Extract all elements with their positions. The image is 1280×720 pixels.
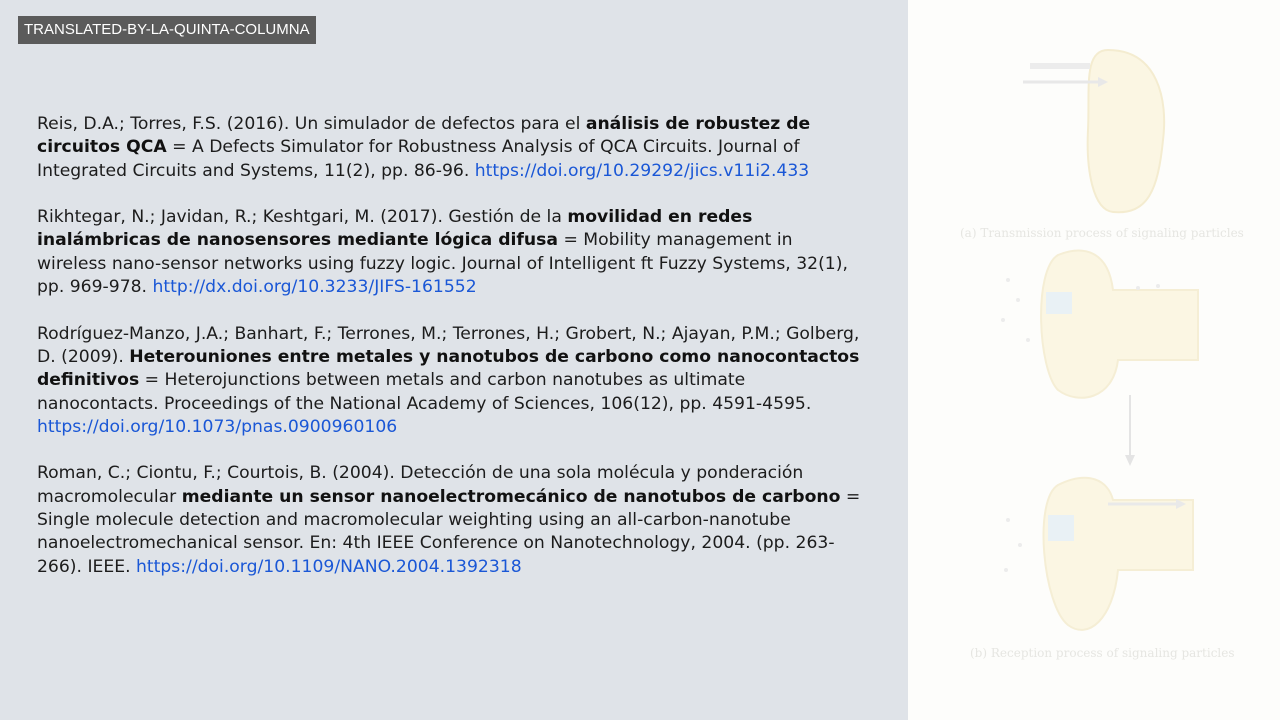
particle-dot <box>1018 543 1022 547</box>
reference-doi-link[interactable]: https://doi.org/10.1109/NANO.2004.1392318 <box>136 556 522 577</box>
faded-figure-illustration <box>908 0 1280 720</box>
cell-shape-top <box>1088 50 1164 212</box>
particle-dot <box>1004 568 1008 572</box>
reference-list <box>37 113 867 602</box>
particle-dot <box>1016 298 1020 302</box>
arrow-down-icon <box>1125 455 1135 466</box>
reference-text: = A Defects Simulator for Robustness Analysis of QCA Circuits. Journal of Integrated Circuits and Systems, 11(2), pp. 86-96. <box>37 137 800 181</box>
particle-dot <box>1006 278 1010 282</box>
reference-item <box>37 113 867 183</box>
reference-text: Rikhtegar, N.; Javidan, R.; Keshtgari, M. (2017). Gestión de la <box>37 207 568 228</box>
reference-item <box>37 323 867 439</box>
cell-shape-middle <box>1041 251 1198 398</box>
receptor-block <box>1046 292 1072 314</box>
reference-text: = Single molecule detection and macromolecular weighting using an all-carbon-nanotube nanoelectromechanical sensor. En: 4th IEEE Conference on Nanotechnology, 2004. (pp. 263-266). IEEE. <box>37 486 861 577</box>
reference-title-bold: análisis de robustez de circuitos QCA <box>37 114 811 158</box>
particle-dot <box>1001 318 1005 322</box>
reference-text: Rodríguez-Manzo, J.A.; Banhart, F.; Terrones, M.; Terrones, H.; Grobert, N.; Ajayan, P.M.; Golberg, D. (2009). <box>37 323 860 367</box>
reference-text: = Heterojunctions between metals and carbon nanotubes as ultimate nanocontacts. Proceedings of the National Academy of Sciences, 106(12), pp. 4591-4595. <box>37 370 812 414</box>
reference-item <box>37 206 867 299</box>
cell-shape-bottom <box>1044 478 1193 630</box>
particle-dot <box>1156 284 1160 288</box>
reference-text: Roman, C.; Ciontu, F.; Courtois, B. (2004). Detección de una sola molécula y ponderación macromolecular <box>37 463 804 507</box>
particle-dot <box>1006 518 1010 522</box>
reference-text: = Mobility management in wireless nano-sensor networks using fuzzy logic. Journal of Intelligent ft Fuzzy Systems, 32(1), pp. 969-978. <box>37 230 848 298</box>
reference-title-bold: Heterouniones entre metales y nanotubos de carbono como nanocontactos definitivos <box>37 346 860 391</box>
reference-text: Reis, D.A.; Torres, F.S. (2016). Un simulador de defectos para el <box>37 114 586 134</box>
faded-figure-panel <box>908 0 1280 720</box>
reference-doi-link[interactable]: https://doi.org/10.29292/jics.v11i2.433 <box>474 160 810 181</box>
reference-doi-link[interactable]: http://dx.doi.org/10.3233/JIFS-161552 <box>152 277 477 298</box>
reference-doi-link[interactable]: https://doi.org/10.1073/pnas.0900960106 <box>37 416 398 437</box>
particle-dot <box>1136 286 1140 290</box>
particle-dot <box>1026 338 1030 342</box>
reference-item <box>37 462 867 578</box>
watermark-label: TRANSLATED-BY-LA-QUINTA-COLUMNA <box>18 16 316 44</box>
reference-title-bold: mediante un sensor nanoelectromecánico de nanotubos de carbono <box>181 486 841 507</box>
figure-caption-b: (b) Reception process of signaling particles <box>970 646 1235 660</box>
label-bar <box>1030 63 1090 69</box>
reference-title-bold: movilidad en redes inalámbricas de nanosensores mediante lógica difusa <box>37 207 753 251</box>
receptor-block <box>1048 515 1074 541</box>
figure-caption-a: (a) Transmission process of signaling particles <box>960 226 1244 240</box>
